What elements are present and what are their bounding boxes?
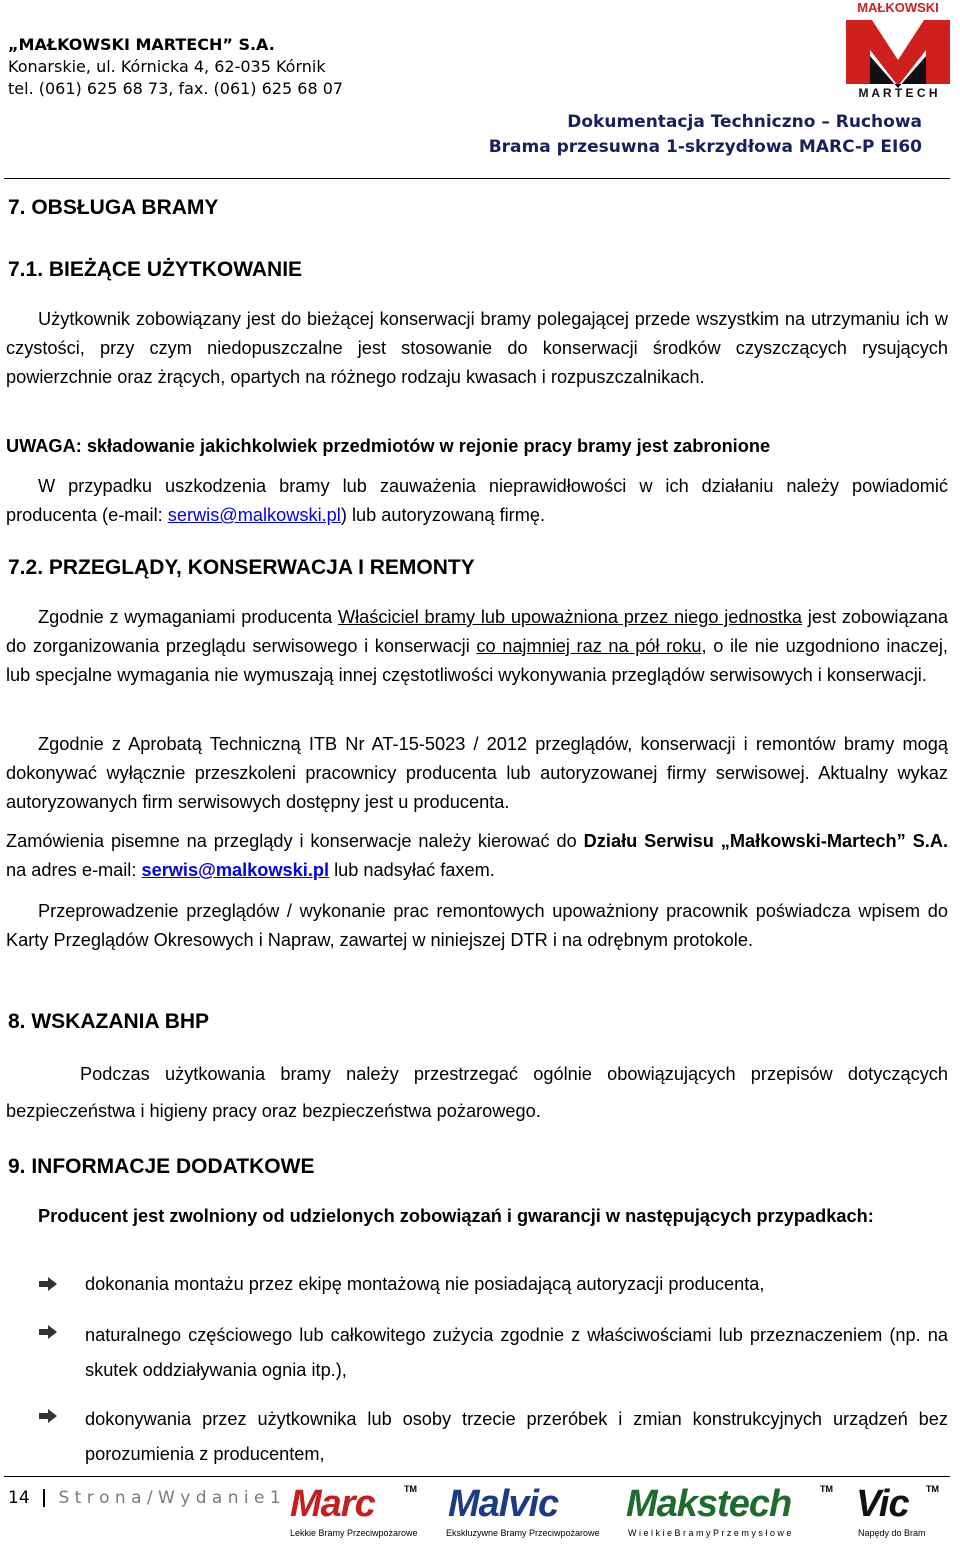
list-item-text: naturalnego częściowego lub całkowitego zużycia zgodnie z właściwościami lub przeznaczeniem (np. na skutek oddziaływania ognia itp.), xyxy=(85,1325,948,1380)
frequency-underlined: co najmniej raz na pół roku xyxy=(476,636,702,656)
orders-text-c: lub nadsyłać faxem. xyxy=(329,860,495,880)
page-separator xyxy=(43,1489,45,1507)
brand-tm: TM xyxy=(404,1484,417,1494)
list-item-text: dokonywania przez użytkownika lub osoby trzecie przeróbek i zmian konstrukcyjnych urządzeń bez porozumienia z producentem, xyxy=(85,1409,948,1464)
header-divider xyxy=(4,178,950,179)
warning-text: UWAGA: składowanie jakichkolwiek przedmiotów w rejonie pracy bramy jest zabronione xyxy=(6,436,771,456)
brand-subtitle: Napędy do Bram xyxy=(858,1528,926,1538)
service-dept-name: Działu Serwisu „Małkowski-Martech” S.A. xyxy=(583,831,949,851)
section-7-title: 7. OBSŁUGA BRAMY xyxy=(8,196,219,219)
footer-divider xyxy=(4,1476,950,1477)
brand-logo-malvic xyxy=(446,1483,600,1540)
company-phone: tel. (061) 625 68 73, fax. (061) 625 68 07 xyxy=(8,79,344,98)
company-logo xyxy=(842,0,954,100)
brand-name: Makstech xyxy=(626,1483,792,1525)
exemptions-intro: Producent jest zwolniony od udzielonych zobowiązań i gwarancji w następujących przypadkach: xyxy=(38,1206,874,1226)
doc-title-block xyxy=(489,110,922,160)
doc-title: Dokumentacja Techniczno – Ruchowa xyxy=(567,112,922,132)
brand-name: Marc xyxy=(290,1483,375,1525)
owner-underlined: Właściciel bramy lub upoważniona przez niego jednostka xyxy=(337,607,803,627)
section-9-title: 9. INFORMACJE DODATKOWE xyxy=(8,1155,315,1178)
paragraph-damage-report xyxy=(6,472,948,530)
list-item-text: dokonania montażu przez ekipę montażową nie posiadającą autoryzacji producenta, xyxy=(85,1274,765,1294)
brand-logo-vic xyxy=(852,1484,956,1540)
orders-text-b: na adres e-mail: xyxy=(6,860,142,880)
header-company-block xyxy=(8,34,343,100)
company-name: „MAŁKOWSKI MARTECH” S.A. xyxy=(8,35,275,54)
brand-subtitle: W i e l k i e B r a m y P r z e m y s ł o w e xyxy=(628,1528,792,1538)
company-address: Konarskie, ul. Kórnicka 4, 62-035 Kórnik xyxy=(8,57,326,76)
arrow-bullet-icon xyxy=(38,1408,58,1424)
section-8-title: 8. WSKAZANIA BHP xyxy=(8,1010,210,1033)
brand-subtitle: Ekskluzywne Bramy Przeciwpożarowe xyxy=(446,1528,600,1538)
page-label: S t r o n a / W y d a n i e 1 xyxy=(58,1488,281,1508)
brand-name: Vic xyxy=(856,1483,909,1525)
section-7-1-title: 7.1. BIEŻĄCE UŻYTKOWANIE xyxy=(8,258,303,281)
brand-tm: TM xyxy=(820,1484,833,1494)
damage-text-a: W przypadku uszkodzenia bramy lub zauważenia nieprawidłowości w ich działaniu należy powiadomić producenta (e-mail: xyxy=(6,476,948,525)
brand-name: Malvic xyxy=(448,1483,559,1525)
paragraph-approval: Zgodnie z Aprobatą Techniczną ITB Nr AT-15-5023 / 2012 przeglądów, konserwacji i remontów bramy mogą dokonywać wyłącznie przeszkoleni pracownicy producenta lub autoryzowanej firmy serwisowej. Aktualny wykaz autoryzowanych firm serwisowych dostępny jest u producenta. xyxy=(6,734,948,812)
brand-logo-marc xyxy=(290,1484,420,1540)
brand-tm: TM xyxy=(926,1484,939,1494)
paragraph-orders xyxy=(6,827,948,885)
service-email-link[interactable]: serwis@malkowski.pl xyxy=(167,505,341,525)
brand-logo-makstech xyxy=(626,1484,834,1540)
paragraph-inspections xyxy=(6,603,948,690)
damage-text-b: ) lub autoryzowaną firmę. xyxy=(340,505,546,525)
orders-email-link[interactable]: serwis@malkowski.pl xyxy=(141,860,330,880)
arrow-bullet-icon xyxy=(38,1324,58,1340)
section-7-2-title: 7.2. PRZEGLĄDY, KONSERWACJA I REMONTY xyxy=(8,556,475,579)
orders-text-a: Zamówienia pisemne na przeglądy i konserwacje należy kierować do xyxy=(6,831,584,851)
brand-subtitle: Lekkie Bramy Przeciwpożarowe xyxy=(290,1528,418,1538)
doc-subtitle: Brama przesuwna 1-skrzydłowa MARC-P EI60 xyxy=(488,137,922,157)
arrow-bullet-icon xyxy=(38,1276,58,1292)
page-number: 14 xyxy=(8,1488,30,1508)
inspections-text-b: jest zobowiązana do zorganizowania przeglądu serwisowego i konserwacji xyxy=(6,607,949,656)
paragraph-maintenance: Użytkownik zobowiązany jest do bieżącej konserwacji bramy polegającej przede wszystkim na utrzymaniu ich w czystości, przy czym niedopuszczalne jest stosowanie do konserwacji środków czyszczących rysujących powierzchnie oraz żrących, opartych na różnego rodzaju kwasach i rozpuszczalnikach. xyxy=(6,309,948,387)
paragraph-records: Przeprowadzenie przeglądów / wykonanie prac remontowych upoważniony pracownik poświadcza wpisem do Karty Przeglądów Okresowych i Napraw, zawartej w niniejszej DTR i na odrębnym protokole. xyxy=(6,901,948,950)
inspections-text-a: Zgodnie z wymaganiami producenta xyxy=(38,607,338,627)
logo-top-text: MAŁKOWSKI xyxy=(857,0,939,15)
page-indicator xyxy=(8,1488,281,1508)
inspections-text-c: , o ile nie uzgodniono inaczej, lub specjalne wymagania nie wymuszają innej częstotliwości wykonywania przeglądów serwisowych i konserwacji. xyxy=(6,636,948,685)
paragraph-bhp: Podczas użytkowania bramy należy przestrzegać ogólnie obowiązujących przepisów dotyczących bezpieczeństwa i higieny pracy oraz bezpieczeństwa pożarowego. xyxy=(6,1064,948,1121)
logo-bottom-text: M A R T E C H xyxy=(858,86,938,100)
logo-m-icon xyxy=(842,16,954,88)
